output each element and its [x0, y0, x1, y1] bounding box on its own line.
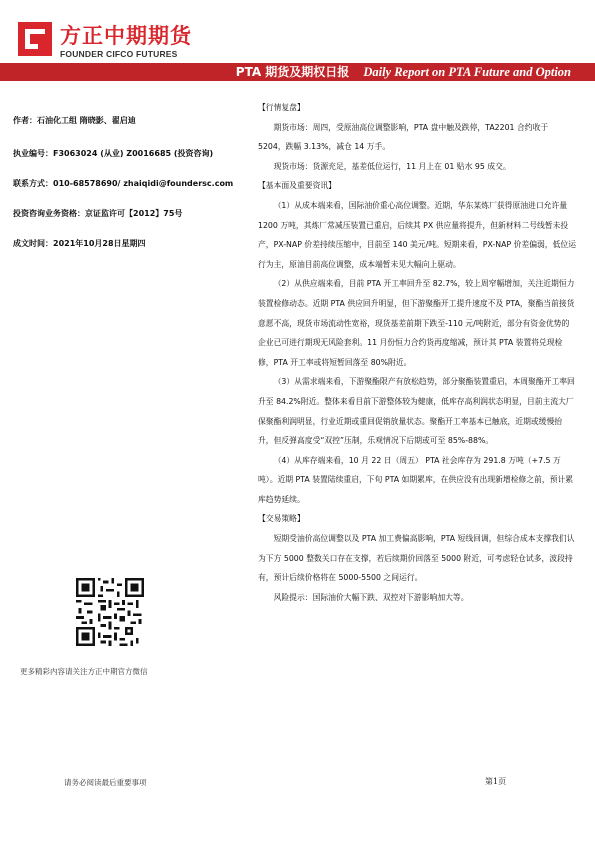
paragraph-futures-market: 期货市场：周四，受原油高位调整影响，PTA 盘中触及跌停，TA2201 合约收于 5204，跌幅 3.13%，减仓 14 万手。: [258, 122, 549, 152]
report-body: [258, 98, 576, 607]
authors-row: [13, 115, 136, 126]
report-title-cn: PTA 期货及期权日报: [235, 65, 350, 79]
paragraph-demand: （3）从需求端来看，下游聚酯限产有放松趋势，部分聚酯装置重启，本周聚酯开工率回升至 84.2%附近。整体来看目前下游整体较为健康，低库存高利润状态明显，目前主流大厂保聚酯利润明显，行业近期或重回促销放量状态。聚酯开工率基本已触底，近期或缓慢抬升，但反弹高度受“双控”压制，乐观情况下后期或可至 85%-88%。: [258, 377, 575, 446]
wechat-qr-code: [76, 578, 144, 646]
paragraph-spot-market: 现货市场：货源充足，基差低位运行，11 月上在 01 贴水 95 成交。: [273, 161, 511, 171]
contact-row: [13, 178, 233, 189]
report-title-en: Daily Report on PTA Future and Option: [363, 65, 571, 79]
footer-disclaimer: 请务必阅读最后重要事项: [64, 778, 147, 787]
qr-caption: 更多精彩内容请关注方正中期官方微信: [20, 667, 148, 676]
founder-logo-icon: [18, 22, 52, 56]
contact-label: 联系方式：: [13, 179, 53, 188]
company-logo: [18, 20, 208, 64]
date-value: 2021年10月28日星期四: [53, 239, 146, 248]
date-label: 成文时间：: [13, 239, 53, 248]
consult-value: 京证监许可【2012】75号: [85, 209, 183, 218]
logo-text-en: FOUNDER CIFCO FUTURES: [60, 49, 178, 59]
paragraph-cost: （1）从成本端来看，国际油价重心高位调整。近期，华东某炼厂获得原油进口允许量 1200 万吨，其炼厂常减压装置已重启，后续其 PX 供应量将提升，但新材料二号线暂未投产，PX-NAP 价差持续压缩中，目前至 140 美元/吨。短期来看，PX-NAP 价差偏弱，低位运行为主，原油目前高位调整，成本端暂未见大幅向上驱动。: [258, 200, 576, 269]
paragraph-strategy: 短期受油价高位调整以及 PTA 加工费偏高影响，PTA 短线回调，但综合成本支撑我们认为下方 5000 整数关口存在支撑，若后续期价回落至 5000 附近，可考虑轻仓试多，波段持有，预计后续价格将在 5000-5500 之间运行。: [258, 534, 575, 583]
authors-label: 作者：: [13, 116, 37, 125]
license-label: 执业编号：: [13, 149, 53, 158]
authors-value: 石油化工组 隋晓影、翟启迪: [37, 116, 136, 125]
paragraph-supply: （2）从供应端来看，目前 PTA 开工率回升至 82.7%，较上周窄幅增加，关注近期恒力装置检修动态。近期 PTA 供应回升明显，但下游聚酯开工提升速度不及 PTA，聚酯当前接货意愿不高，现货市场流动性宽裕，现货基差前期下跌至-110 元/吨附近，部分有资金优势的企业已可进行期现无风险套利。11 月份恒力合约货再度缩减，预计其 PTA 装置将兑现检修，PTA 开工率或将短暂回落至 80%附近。: [258, 279, 575, 367]
consult-label: 投资咨询业务资格：: [13, 209, 85, 218]
license-value: F3063024 (从业) Z0016685 (投资咨询): [53, 149, 214, 158]
page-number: 第1页: [485, 777, 507, 786]
report-title: [236, 63, 571, 81]
section-heading-fundamentals: 【基本面及重要资讯】: [258, 181, 336, 191]
consult-row: [13, 208, 182, 219]
license-row: [13, 148, 213, 159]
logo-text-cn: 方正中期期货: [60, 24, 192, 48]
title-banner: [0, 63, 595, 81]
section-heading-strategy: 【交易策略】: [258, 514, 305, 524]
section-heading-market-review: 【行情复盘】: [258, 103, 305, 112]
paragraph-inventory: （4）从库存端来看，10 月 22 日（周五） PTA 社会库存为 291.8 万吨（+7.5 万吨）。近期 PTA 装置陆续重启，下旬 PTA 如期累库，在供应没有出现新增检修之前，预计累库趋势延续。: [258, 455, 574, 504]
date-row: [13, 238, 146, 249]
paragraph-risk: 风险提示：国际油价大幅下跌、双控对下游影响加大等。: [273, 592, 469, 602]
contact-value: 010-68578690/ zhaiqidi@foundersc.com: [53, 179, 234, 188]
